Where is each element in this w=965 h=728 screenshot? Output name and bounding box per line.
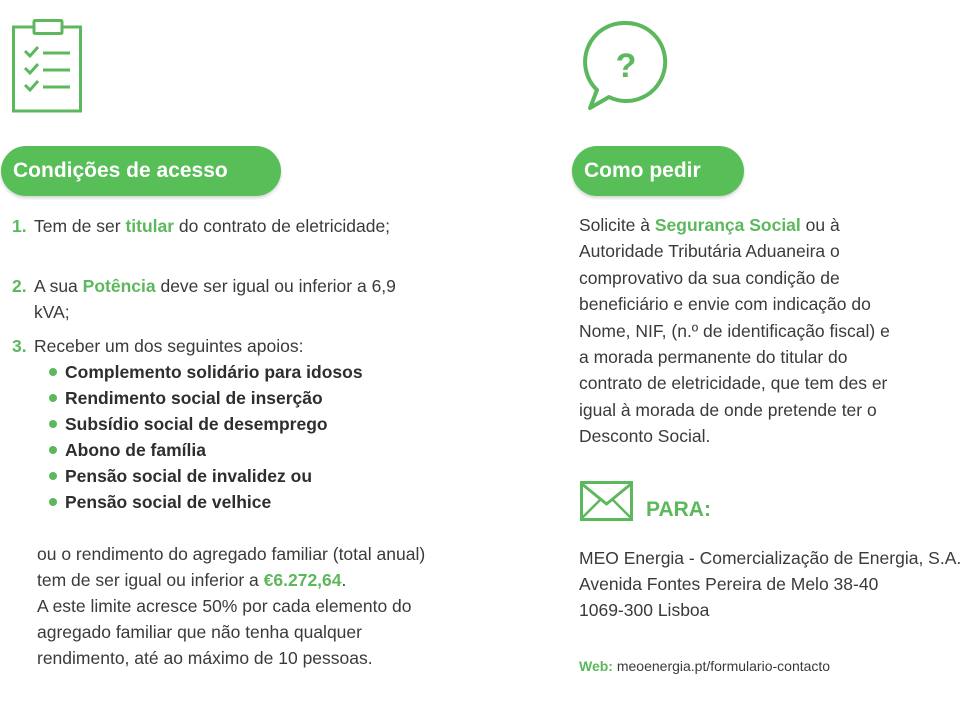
support-list	[48, 359, 363, 515]
item-1-pre: Tem de ser	[34, 216, 126, 236]
web-contact	[579, 656, 830, 676]
address-line: Avenida Fontes Pereira de Melo 38-40	[579, 574, 879, 594]
intro-post: ou à	[800, 215, 840, 235]
request-line: Autoridade Tributária Aduaneira o	[579, 241, 840, 262]
list-item: Rendimento social de inserção	[48, 385, 363, 411]
item-1-highlight: titular	[125, 216, 175, 236]
conditions-header: Condições de acesso	[1, 146, 281, 196]
question-bubble-icon	[583, 20, 669, 112]
item-3-text: Receber um dos seguintes apoios:	[34, 336, 304, 356]
item-3-number: 3.	[12, 336, 27, 356]
para-label: PARA:	[646, 498, 711, 521]
income-post: .	[341, 570, 347, 590]
request-instructions	[579, 212, 965, 450]
clipboard-checklist-icon	[12, 19, 84, 113]
request-line: contrato de eletricidade, que tem des er	[579, 373, 888, 394]
income-amount: €6.272,64	[263, 570, 342, 590]
mailing-address	[579, 545, 961, 623]
item-2-number: 2.	[12, 276, 27, 296]
item-1-text	[34, 213, 414, 239]
request-line: a morada permanente do titular do	[579, 347, 848, 368]
item-2-text	[34, 273, 414, 325]
list-item: Abono de família	[48, 437, 363, 463]
request-line: comprovativo da sua condição de	[579, 267, 840, 288]
list-item: Pensão social de velhice	[48, 489, 363, 515]
intro-highlight: Segurança Social	[654, 215, 801, 235]
request-line: igual à morada de onde pretende ter o	[579, 399, 877, 420]
income-paragraph	[37, 541, 437, 671]
web-link[interactable]: meoenergia.pt/formulario-contacto	[616, 658, 831, 674]
svg-text:?: ?	[615, 47, 637, 85]
request-intro	[579, 212, 965, 238]
request-line: Nome, NIF, (n.º de identificação fiscal) e	[579, 320, 890, 341]
list-item: Pensão social de invalidez ou	[48, 463, 363, 489]
address-line: MEO Energia - Comercialização de Energia, S.A.	[579, 548, 962, 568]
request-line: beneficiário e envie com indicação do	[579, 294, 871, 315]
item-1-post: do contrato de eletricidade;	[174, 216, 391, 236]
list-item: Subsídio social de desemprego	[48, 411, 363, 437]
item-2-post: deve ser igual ou inferior a 6,9 kVA;	[34, 276, 396, 322]
address-line: 1069-300 Lisboa	[579, 600, 710, 620]
list-item: Complemento solidário para idosos	[48, 359, 363, 385]
item-1-number: 1.	[12, 216, 27, 236]
intro-pre: Solicite à	[579, 215, 655, 235]
web-label: Web:	[579, 658, 613, 674]
request-line: Desconto Social.	[579, 426, 711, 447]
income-pre: ou o rendimento do agregado familiar (total anual) tem de ser igual ou inferior a	[37, 544, 426, 590]
item-2-pre: A sua	[34, 276, 83, 296]
envelope-icon	[580, 481, 633, 521]
item-2-highlight: Potência	[82, 276, 156, 296]
income-extra: A este limite acresce 50% por cada elemento do agregado familiar que não tenha qualquer rendimento, até ao máximo de 10 pessoas.	[37, 596, 412, 668]
how-to-request-header: Como pedir	[572, 146, 744, 196]
